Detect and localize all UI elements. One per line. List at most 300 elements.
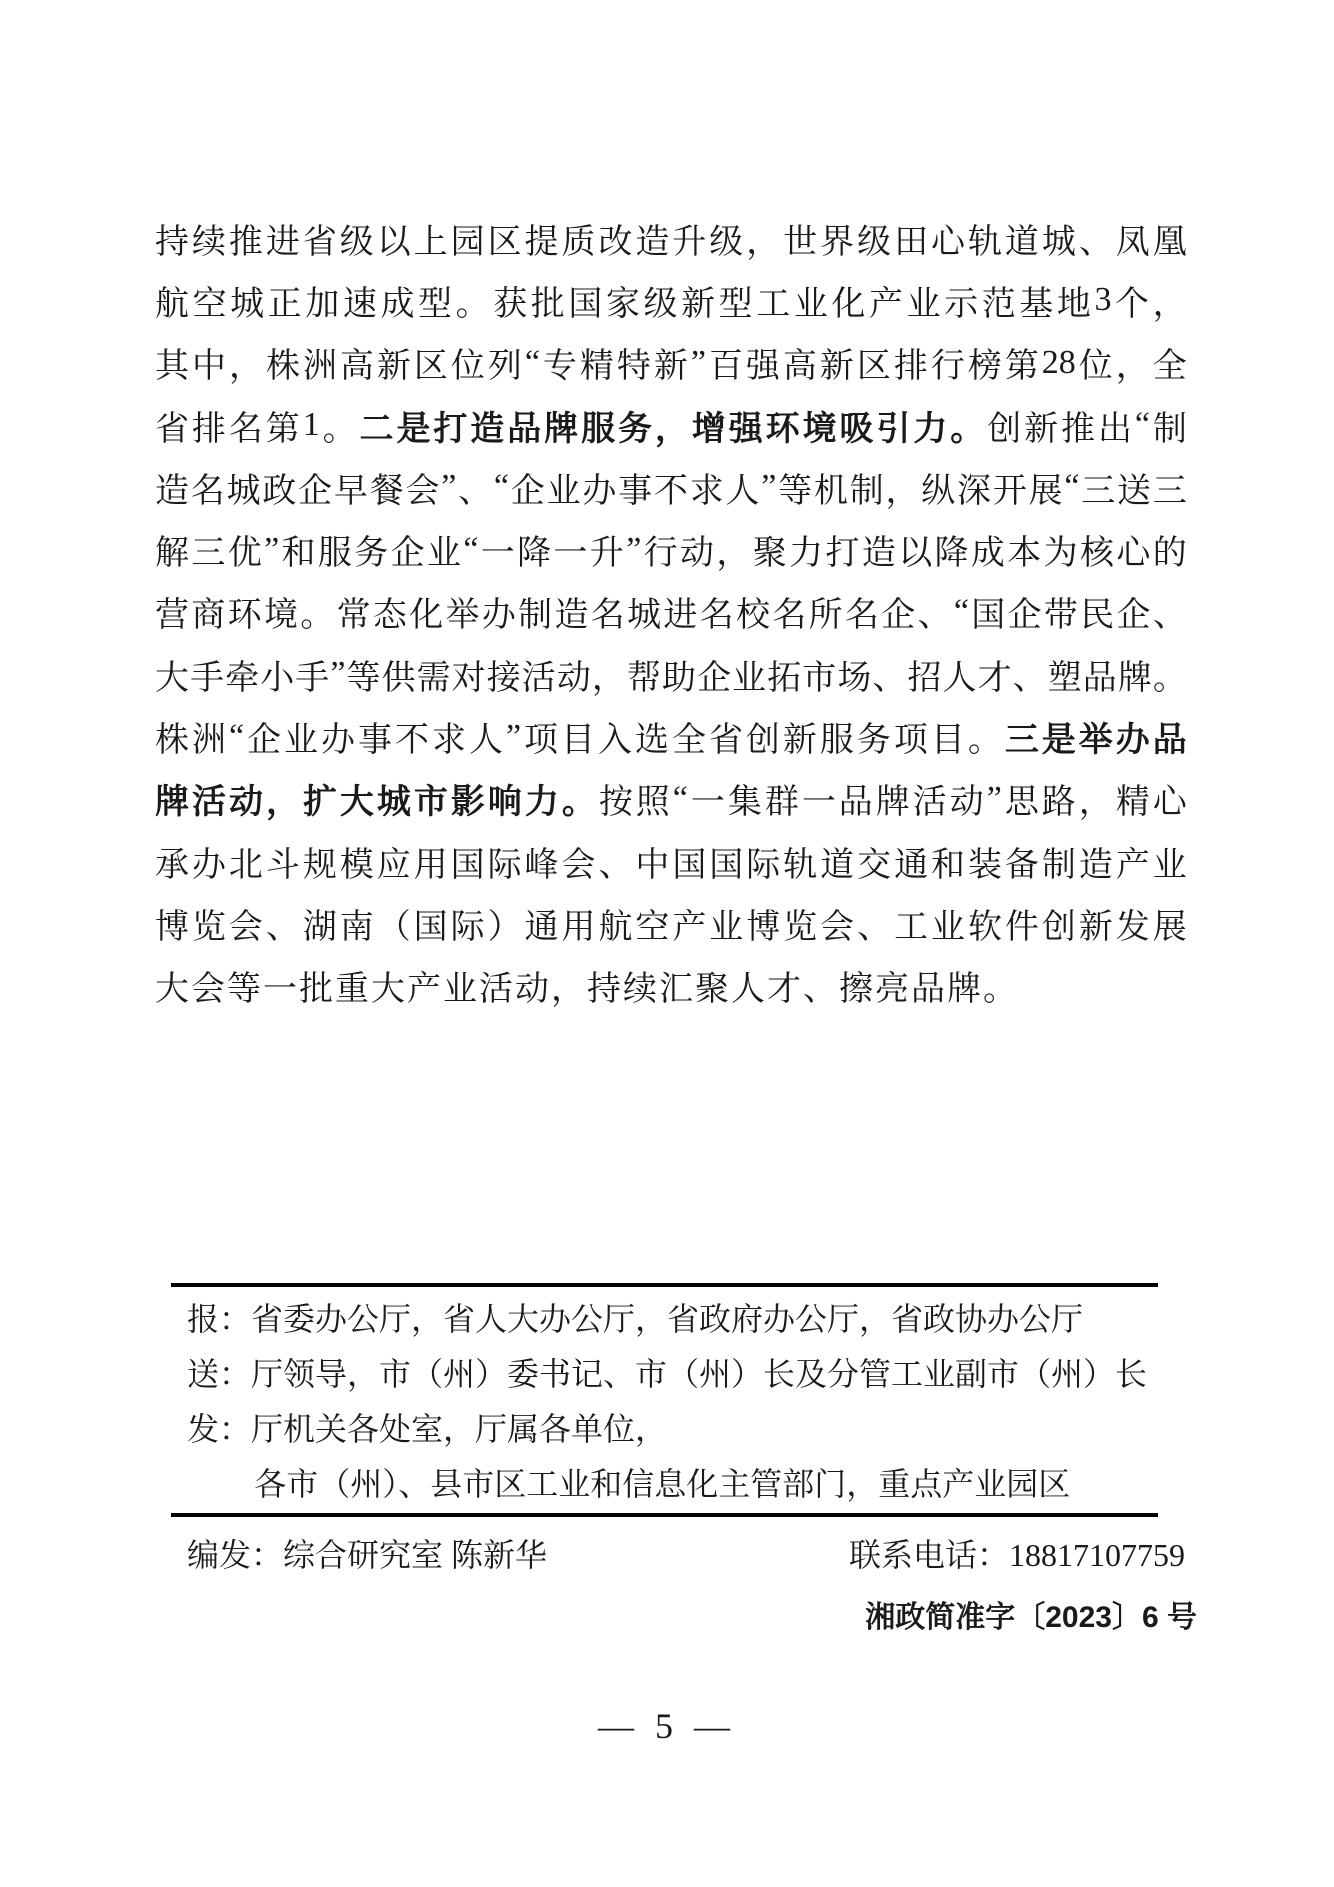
body-text-token: 名 [190, 472, 225, 510]
body-text-token: 会 [228, 908, 263, 946]
body-text-token: 集 [727, 784, 762, 822]
body-text-token: 业 [443, 971, 477, 1009]
body-text-token: 举 [1078, 722, 1113, 760]
body-text-token: 行 [643, 535, 678, 573]
body-text-token: 软 [967, 908, 1002, 946]
body-text-token: 一 [801, 784, 836, 822]
body-text-token: 南 [339, 908, 374, 946]
body-text-token: 影 [450, 784, 485, 822]
body-text-token: 办 [481, 597, 516, 635]
body-text-token: 备 [1004, 846, 1039, 884]
body-text-token: 省 [302, 223, 337, 261]
body-text-token: 级 [857, 223, 892, 261]
body-text-token: 心 [1116, 535, 1151, 573]
body-text-token: 境 [802, 410, 837, 448]
body-text-token: 名 [844, 597, 879, 635]
body-text-token: 国 [971, 597, 1006, 635]
body-text-token: 动 [680, 535, 715, 573]
body-text-token: 塑 [1047, 659, 1082, 697]
body-text-token: ， [654, 410, 689, 448]
body-text-token: 中 [191, 348, 226, 386]
body-text-token: 创 [1041, 908, 1076, 946]
body-text-token: 。 [1152, 659, 1187, 697]
body-text-token: 汇 [659, 971, 693, 1009]
body-text-token: 亮 [875, 971, 909, 1009]
body-text-token: 项 [524, 722, 559, 760]
body-text-token: 峰 [524, 846, 559, 884]
body-text-token: 名 [699, 597, 734, 635]
body-text-token: 路 [1041, 784, 1076, 822]
body-text-token: 出 [1097, 410, 1132, 448]
body-text-token: 环 [765, 410, 800, 448]
body-text-token: 世 [783, 223, 818, 261]
body-text-token: 造 [554, 597, 589, 635]
body-text-token: 场 [837, 659, 872, 697]
body-text-token: 、 [598, 846, 633, 884]
body-text-token: 名 [228, 410, 263, 448]
body-text-token: 提 [524, 223, 559, 261]
body-text-token: 国 [568, 285, 603, 323]
body-text-token: 城 [376, 784, 411, 822]
body-text-token: 洲 [191, 722, 226, 760]
body-text-token: 、 [458, 472, 493, 510]
body-text-token: 家 [605, 285, 640, 323]
body-line [155, 955, 1187, 1017]
body-text-token: 级 [643, 285, 678, 323]
body-text-token: 动 [949, 784, 984, 822]
body-text-token: 百 [708, 348, 743, 386]
body-text-token: 和 [931, 846, 966, 884]
body-text-token: 道 [820, 846, 855, 884]
body-text-token: 心 [931, 223, 966, 261]
body-text-token: 承 [155, 846, 189, 884]
body-text-token: 第 [265, 410, 300, 448]
body-text-token: 基 [1019, 285, 1054, 323]
body-text-token: 其 [155, 348, 189, 386]
body-text-token: 的 [1152, 535, 1187, 573]
body-text-token: 产 [407, 971, 441, 1009]
body-text-token: 成 [380, 285, 415, 323]
body-line [155, 332, 1187, 394]
body-text-token: 续 [191, 223, 226, 261]
body-text-token: 聚 [695, 971, 729, 1009]
body-line [155, 581, 1187, 643]
body-text-token: 示 [944, 285, 979, 323]
body-text-token: 持 [155, 223, 189, 261]
body-text-token: 会 [820, 908, 855, 946]
page-number: — 5 — [598, 1706, 736, 1746]
body-text-token: 响 [487, 784, 522, 822]
body-text-token: 办 [191, 846, 226, 884]
body-text-token: ” [505, 717, 522, 755]
body-text-token: 、 [1012, 659, 1047, 697]
body-text-token: 动 [556, 659, 591, 697]
body-text-token: “ [1134, 406, 1150, 444]
body-text-token: 上 [413, 223, 448, 261]
body-text-token: “ [524, 343, 540, 381]
body-text-token: 新 [1078, 908, 1113, 946]
body-text-token: （ [376, 908, 411, 946]
body-text-token: 化 [409, 597, 444, 635]
doc-number: 湘政简准字〔2023〕6 号 [865, 1601, 1197, 1634]
body-text-token: 规 [302, 846, 337, 884]
body-text-token: 企 [390, 535, 425, 573]
body-text-token: 按 [598, 784, 633, 822]
body-text-token: 业 [906, 285, 941, 323]
body-text-token: “ [953, 592, 969, 630]
body-text-token: 开 [992, 472, 1027, 510]
body-text-token: 人 [725, 472, 760, 510]
body-text-token: 二 [359, 410, 394, 448]
body-text-token: 业 [546, 472, 581, 510]
body-text-token: 业 [732, 659, 767, 697]
body-text-token: 以 [376, 223, 411, 261]
body-text-token: 名 [772, 597, 807, 635]
body-text-token: 榜 [967, 348, 1002, 386]
body-text-token: 打 [433, 410, 468, 448]
body-text-token: 。 [950, 410, 985, 448]
body-text-token: 吸 [839, 410, 874, 448]
body-text-token: 企 [881, 597, 916, 635]
body-text-token: 核 [1079, 535, 1114, 573]
body-text-token: 轨 [783, 846, 818, 884]
body-text-token: 会 [191, 971, 225, 1009]
body-text-token: 增 [691, 410, 726, 448]
body-text-token: 强 [745, 348, 780, 386]
body-text-token: 质 [561, 223, 596, 261]
body-text-token: 范 [981, 285, 1016, 323]
divider-bottom [171, 1513, 1158, 1517]
body-text-token: 型 [718, 285, 753, 323]
body-text-token: 目 [930, 722, 965, 760]
body-text-token: 新 [1024, 410, 1059, 448]
body-text-token: 展 [1028, 472, 1063, 510]
body-text-token: 等 [778, 472, 813, 510]
body-text-token: 三 [1152, 472, 1187, 510]
distribution-row: 报：省委办公厅，省人大办公厅，省政府办公厅，省政协办公厅 [187, 1301, 1084, 1337]
body-text-token: 深 [957, 472, 992, 510]
body-text-token: 聚 [752, 535, 787, 573]
body-text-token: 省 [155, 410, 189, 448]
body-text-token: 博 [746, 908, 781, 946]
body-text-token: 际 [450, 908, 485, 946]
body-text-token: 以 [898, 535, 933, 573]
body-text-token: 照 [635, 784, 670, 822]
body-line [155, 643, 1187, 705]
body-text-token: 城 [230, 285, 265, 323]
body-text-token: 目 [561, 722, 595, 760]
body-line [155, 207, 1187, 269]
body-text-token: 企 [247, 722, 282, 760]
body-text-token: 博 [155, 908, 189, 946]
body-line [155, 269, 1187, 331]
body-text-token: 早 [333, 472, 368, 510]
body-text-token: 校 [736, 597, 770, 635]
body-text-token: 市 [802, 659, 837, 697]
body-text-token: 用 [413, 846, 448, 884]
body-text-token: ， [716, 535, 751, 573]
body-text-token: 企 [1007, 597, 1042, 635]
body-line [155, 705, 1187, 767]
body-text-token: 应 [376, 846, 411, 884]
body-text-token: 品 [1082, 659, 1117, 697]
body-text-token: 一 [480, 535, 515, 573]
body-text-token: 三 [1081, 472, 1116, 510]
body-text-token: 举 [445, 597, 480, 635]
body-text-token: 重 [335, 971, 369, 1009]
body-text-token: 株 [265, 348, 300, 386]
body-paragraph [155, 207, 1187, 1017]
body-text-token: 服 [819, 722, 854, 760]
editor-label: 编发：综合研究室 陈新华 [187, 1537, 548, 1573]
body-text-token: ， [746, 223, 781, 261]
body-text-token: 洲 [302, 348, 337, 386]
divider-top [171, 1283, 1158, 1287]
body-text-token: 新 [819, 348, 854, 386]
body-text-token: 招 [907, 659, 942, 697]
body-text-token: 心 [1152, 784, 1187, 822]
body-text-token: 斗 [265, 846, 300, 884]
body-text-token: 轨 [967, 223, 1002, 261]
body-text-token: ， [885, 472, 920, 510]
body-text-token: 地 [1056, 285, 1091, 323]
body-text-token: 品 [1152, 722, 1187, 760]
body-text-token: 1 [302, 406, 320, 444]
body-text-token: 营 [155, 597, 189, 635]
body-text-token: 新 [681, 285, 716, 323]
body-text-token: 一 [690, 784, 725, 822]
body-text-token: ） [487, 908, 522, 946]
body-text-token: 业 [1152, 846, 1187, 884]
body-text-token: 力 [524, 784, 559, 822]
body-text-token: 企 [510, 472, 545, 510]
body-text-token: 送 [1117, 472, 1152, 510]
body-text-token: 牌 [544, 410, 579, 448]
body-text-token: 田 [894, 223, 929, 261]
body-text-token: “ [1064, 468, 1080, 506]
body-text-token: 、 [917, 597, 952, 635]
body-text-token: 带 [1043, 597, 1078, 635]
body-line [155, 394, 1187, 456]
body-text-token: 行 [930, 348, 965, 386]
body-text-token: 进 [265, 223, 300, 261]
body-text-token: 求 [431, 722, 466, 760]
body-text-token: 览 [783, 908, 818, 946]
body-text-token: 常 [336, 597, 371, 635]
body-text-token: 第 [1004, 348, 1039, 386]
body-text-token: 企 [298, 472, 333, 510]
body-text-token: 速 [342, 285, 377, 323]
body-text-token: 位 [450, 348, 485, 386]
body-text-token: 动 [515, 971, 549, 1009]
body-text-token: 道 [1004, 223, 1039, 261]
body-text-token: ， [1115, 348, 1150, 386]
body-text-token: 事 [358, 722, 392, 760]
body-text-token: ” [986, 779, 1002, 817]
body-text-token: 制 [1152, 410, 1187, 448]
contact-phone: 联系电话：18817107759 [848, 1537, 1185, 1573]
body-text-token: 升 [672, 223, 707, 261]
body-text-token: 航 [155, 285, 189, 323]
body-text-token: 际 [487, 846, 522, 884]
body-text-token: 正 [267, 285, 302, 323]
body-text-token: 才 [977, 659, 1012, 697]
body-text-token: 排 [893, 348, 928, 386]
body-text-token: ” [330, 655, 346, 693]
body-text-token: 造 [1078, 846, 1113, 884]
distribution-row: 发：厅机关各处室，厅属各单位， [187, 1411, 668, 1447]
body-text-token: 造 [861, 535, 896, 573]
body-text-token: 办 [321, 722, 356, 760]
body-text-token: 推 [228, 223, 263, 261]
body-text-token: ” [626, 530, 642, 568]
body-text-token: 通 [524, 908, 559, 946]
body-text-token: 一 [263, 971, 297, 1009]
body-text-token: ” [690, 343, 706, 381]
body-text-token: 大 [155, 659, 189, 697]
editor-row [187, 1528, 1185, 1583]
distribution-row: 送：厅领导，市（州）委书记、市（州）长及分管工业副市（州）长 [187, 1356, 1148, 1392]
body-text-token: 进 [663, 597, 698, 635]
body-text-token: 展 [1152, 908, 1187, 946]
body-text-token: 名 [590, 597, 625, 635]
body-text-token: 牌 [155, 784, 189, 822]
body-text-token: 排 [191, 410, 226, 448]
body-text-token: 人 [942, 659, 977, 697]
body-text-token: 交 [857, 846, 892, 884]
body-text-token: 区 [856, 348, 891, 386]
body-text-token: 。 [322, 410, 357, 448]
body-text-token: 空 [192, 285, 227, 323]
body-text-token: 工 [894, 908, 929, 946]
body-text-token: 降 [517, 535, 552, 573]
body-text-token: ， [591, 659, 626, 697]
body-text-token: 区 [487, 223, 522, 261]
body-text-token: 选 [634, 722, 669, 760]
body-text-token: 三 [1004, 722, 1039, 760]
body-text-token: 人 [731, 971, 765, 1009]
body-text-token: 、 [1152, 597, 1187, 635]
body-text-token: 产 [672, 908, 707, 946]
body-text-token: 。 [455, 285, 490, 323]
body-text-token: 。 [561, 784, 596, 822]
body-text-token: 品 [838, 784, 873, 822]
body-line [155, 768, 1187, 830]
body-text-token: 业 [426, 535, 461, 573]
body-text-token: 活 [191, 784, 226, 822]
body-text-token: 专 [542, 348, 577, 386]
body-text-token: ” [761, 468, 777, 506]
body-text-token: 空 [635, 908, 670, 946]
body-text-token: 新 [782, 722, 817, 760]
body-text-token: 大 [155, 971, 189, 1009]
body-text-token: 级 [709, 223, 744, 261]
body-text-token: 株 [155, 722, 189, 760]
body-text-token: 务 [856, 722, 891, 760]
body-text-token: 产 [868, 285, 903, 323]
body-text-token: 凰 [1152, 223, 1187, 261]
body-text-token: 、 [803, 971, 837, 1009]
body-text-token: 品 [911, 971, 945, 1009]
body-text-token: 创 [745, 722, 780, 760]
body-text-token: 才 [767, 971, 801, 1009]
body-text-token: 型 [418, 285, 453, 323]
body-text-token: 民 [1080, 597, 1115, 635]
body-text-token: 服 [581, 410, 616, 448]
body-text-token: 。 [967, 722, 1002, 760]
body-text-token: ” [264, 530, 280, 568]
body-text-token: 3 [1094, 281, 1112, 319]
body-text-token: 一 [553, 535, 588, 573]
body-text-token: 大 [371, 971, 405, 1009]
body-text-token: ” [441, 468, 457, 506]
body-text-token: 造 [635, 223, 670, 261]
body-text-token: 不 [653, 472, 688, 510]
body-text-token: 工 [756, 285, 791, 323]
body-text-token: 业 [931, 908, 966, 946]
body-text-token: ， [228, 348, 263, 386]
body-text-token: 会 [405, 472, 440, 510]
body-text-token: 、 [1078, 223, 1113, 261]
body-text-token: 需 [416, 659, 451, 697]
body-text-token: 产 [1115, 846, 1150, 884]
body-text-token: 事 [618, 472, 653, 510]
body-text-token: ， [1078, 784, 1113, 822]
body-text-token: 扩 [302, 784, 337, 822]
body-text-token: 制 [518, 597, 553, 635]
body-text-token: ， [265, 784, 300, 822]
body-text-token: 办 [582, 472, 617, 510]
body-text-token: 国 [450, 846, 485, 884]
body-text-token: “ [493, 468, 509, 506]
body-text-token: 特 [616, 348, 651, 386]
body-text-token: ， [551, 971, 585, 1009]
body-text-token: 供 [381, 659, 416, 697]
body-text-token: 帮 [626, 659, 661, 697]
body-text-token: 湖 [302, 908, 337, 946]
body-text-token: 是 [1041, 722, 1076, 760]
body-text-token: 成 [970, 535, 1005, 573]
body-text-token: 是 [396, 410, 431, 448]
body-text-token: 级 [339, 223, 374, 261]
body-text-token: 餐 [369, 472, 404, 510]
body-text-token: 服 [317, 535, 352, 573]
body-text-token: 国 [709, 846, 744, 884]
body-text-token: 全 [1152, 348, 1187, 386]
body-text-token: 城 [226, 472, 261, 510]
body-text-token: 小 [260, 659, 295, 697]
body-text-token: 群 [764, 784, 799, 822]
body-text-token: 手 [190, 659, 225, 697]
body-text-token: 精 [579, 348, 614, 386]
body-text-token: 续 [623, 971, 657, 1009]
body-text-token: 航 [598, 908, 633, 946]
body-text-token: 中 [635, 846, 670, 884]
body-text-token: 获 [493, 285, 528, 323]
body-text-token: “ [463, 530, 479, 568]
body-text-token: 人 [468, 722, 503, 760]
body-text-token: 业 [793, 285, 828, 323]
body-text-token: 。 [300, 597, 335, 635]
body-text-token: 全 [671, 722, 706, 760]
body-text-token: 际 [746, 846, 781, 884]
body-text-token: 大 [339, 784, 374, 822]
body-text-token: “ [672, 779, 688, 817]
body-text-token: 活 [479, 971, 513, 1009]
body-text-token: 会 [561, 846, 596, 884]
body-text-token: 为 [1043, 535, 1078, 573]
body-text-token: 优 [227, 535, 262, 573]
